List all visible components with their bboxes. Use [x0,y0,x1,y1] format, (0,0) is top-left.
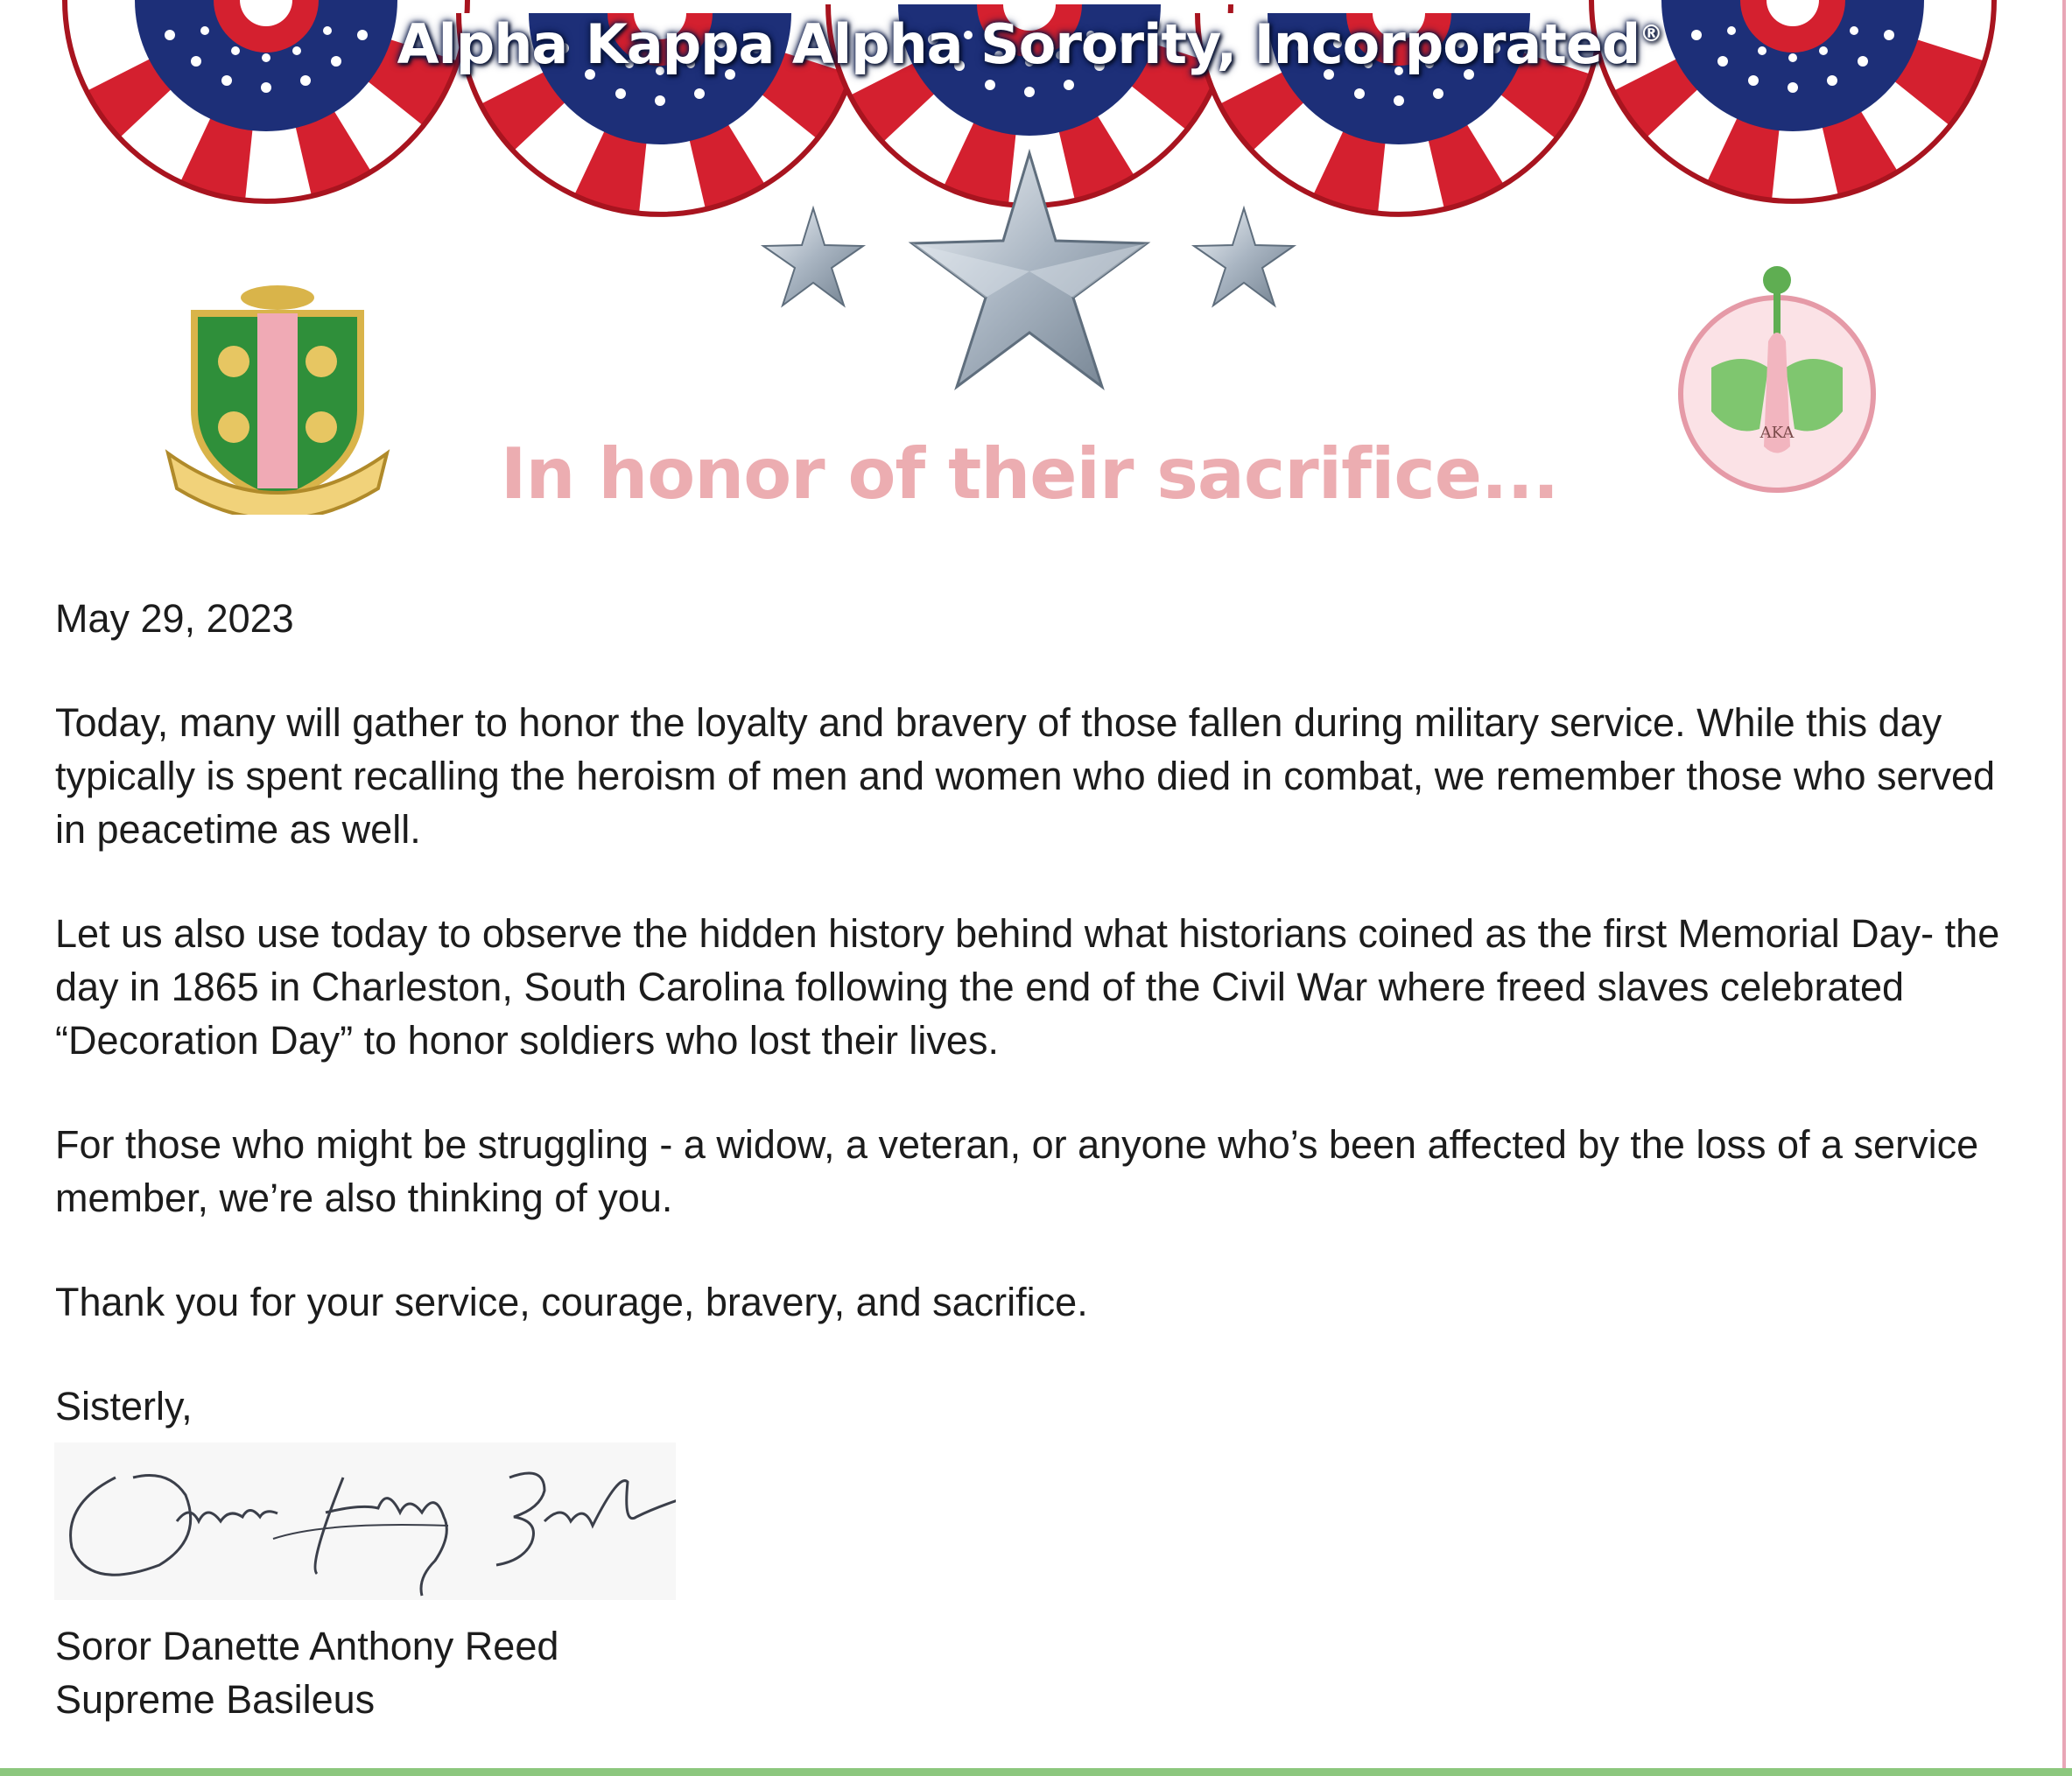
handwritten-signature [54,1443,676,1600]
letter-date: May 29, 2023 [55,596,294,641]
letter-closing: Sisterly, [55,1384,193,1429]
org-name: Alpha Kappa Alpha Sorority, Incorporated® [397,12,1662,76]
letter-body [55,592,2016,1450]
bottom-edge-border [0,1768,2072,1776]
paragraph: Today, many will gather to honor the loyalty and bravery of those fallen during military service. While this day typically is spent recalling the heroism of men and women who died in combat, we remember those who served in peacetime as well. [55,700,1996,852]
paragraph: Thank you for your service, courage, bravery, and sacrifice. [55,1280,1088,1324]
paragraph: For those who might be struggling - a widow, a veteran, or anyone who’s been affected by the loss of a service member, we’re also thinking of you. [55,1122,1979,1220]
signature-block [55,1619,558,1726]
right-edge-border [2062,0,2066,1776]
signer-name: Soror Danette Anthony Reed [55,1624,559,1668]
svg-text:AKA: AKA [1759,424,1795,442]
paragraph: Let us also use today to observe the hidden history behind what historians coined as the first Memorial Day- the day in 1865 in Charleston, South Carolina following the end of the Civil War where freed slaves celebrated “Decoration Day” to honor soldiers who lost their lives. [55,911,2000,1063]
aka-ivy-seal-icon [1663,263,1891,499]
aka-shield-crest-icon [159,278,396,515]
tagline: In honor of their sacrifice... [500,433,1559,515]
small-star-right-icon [1194,208,1294,305]
signer-title: Supreme Basileus [55,1677,376,1722]
small-star-left-icon [763,208,863,305]
